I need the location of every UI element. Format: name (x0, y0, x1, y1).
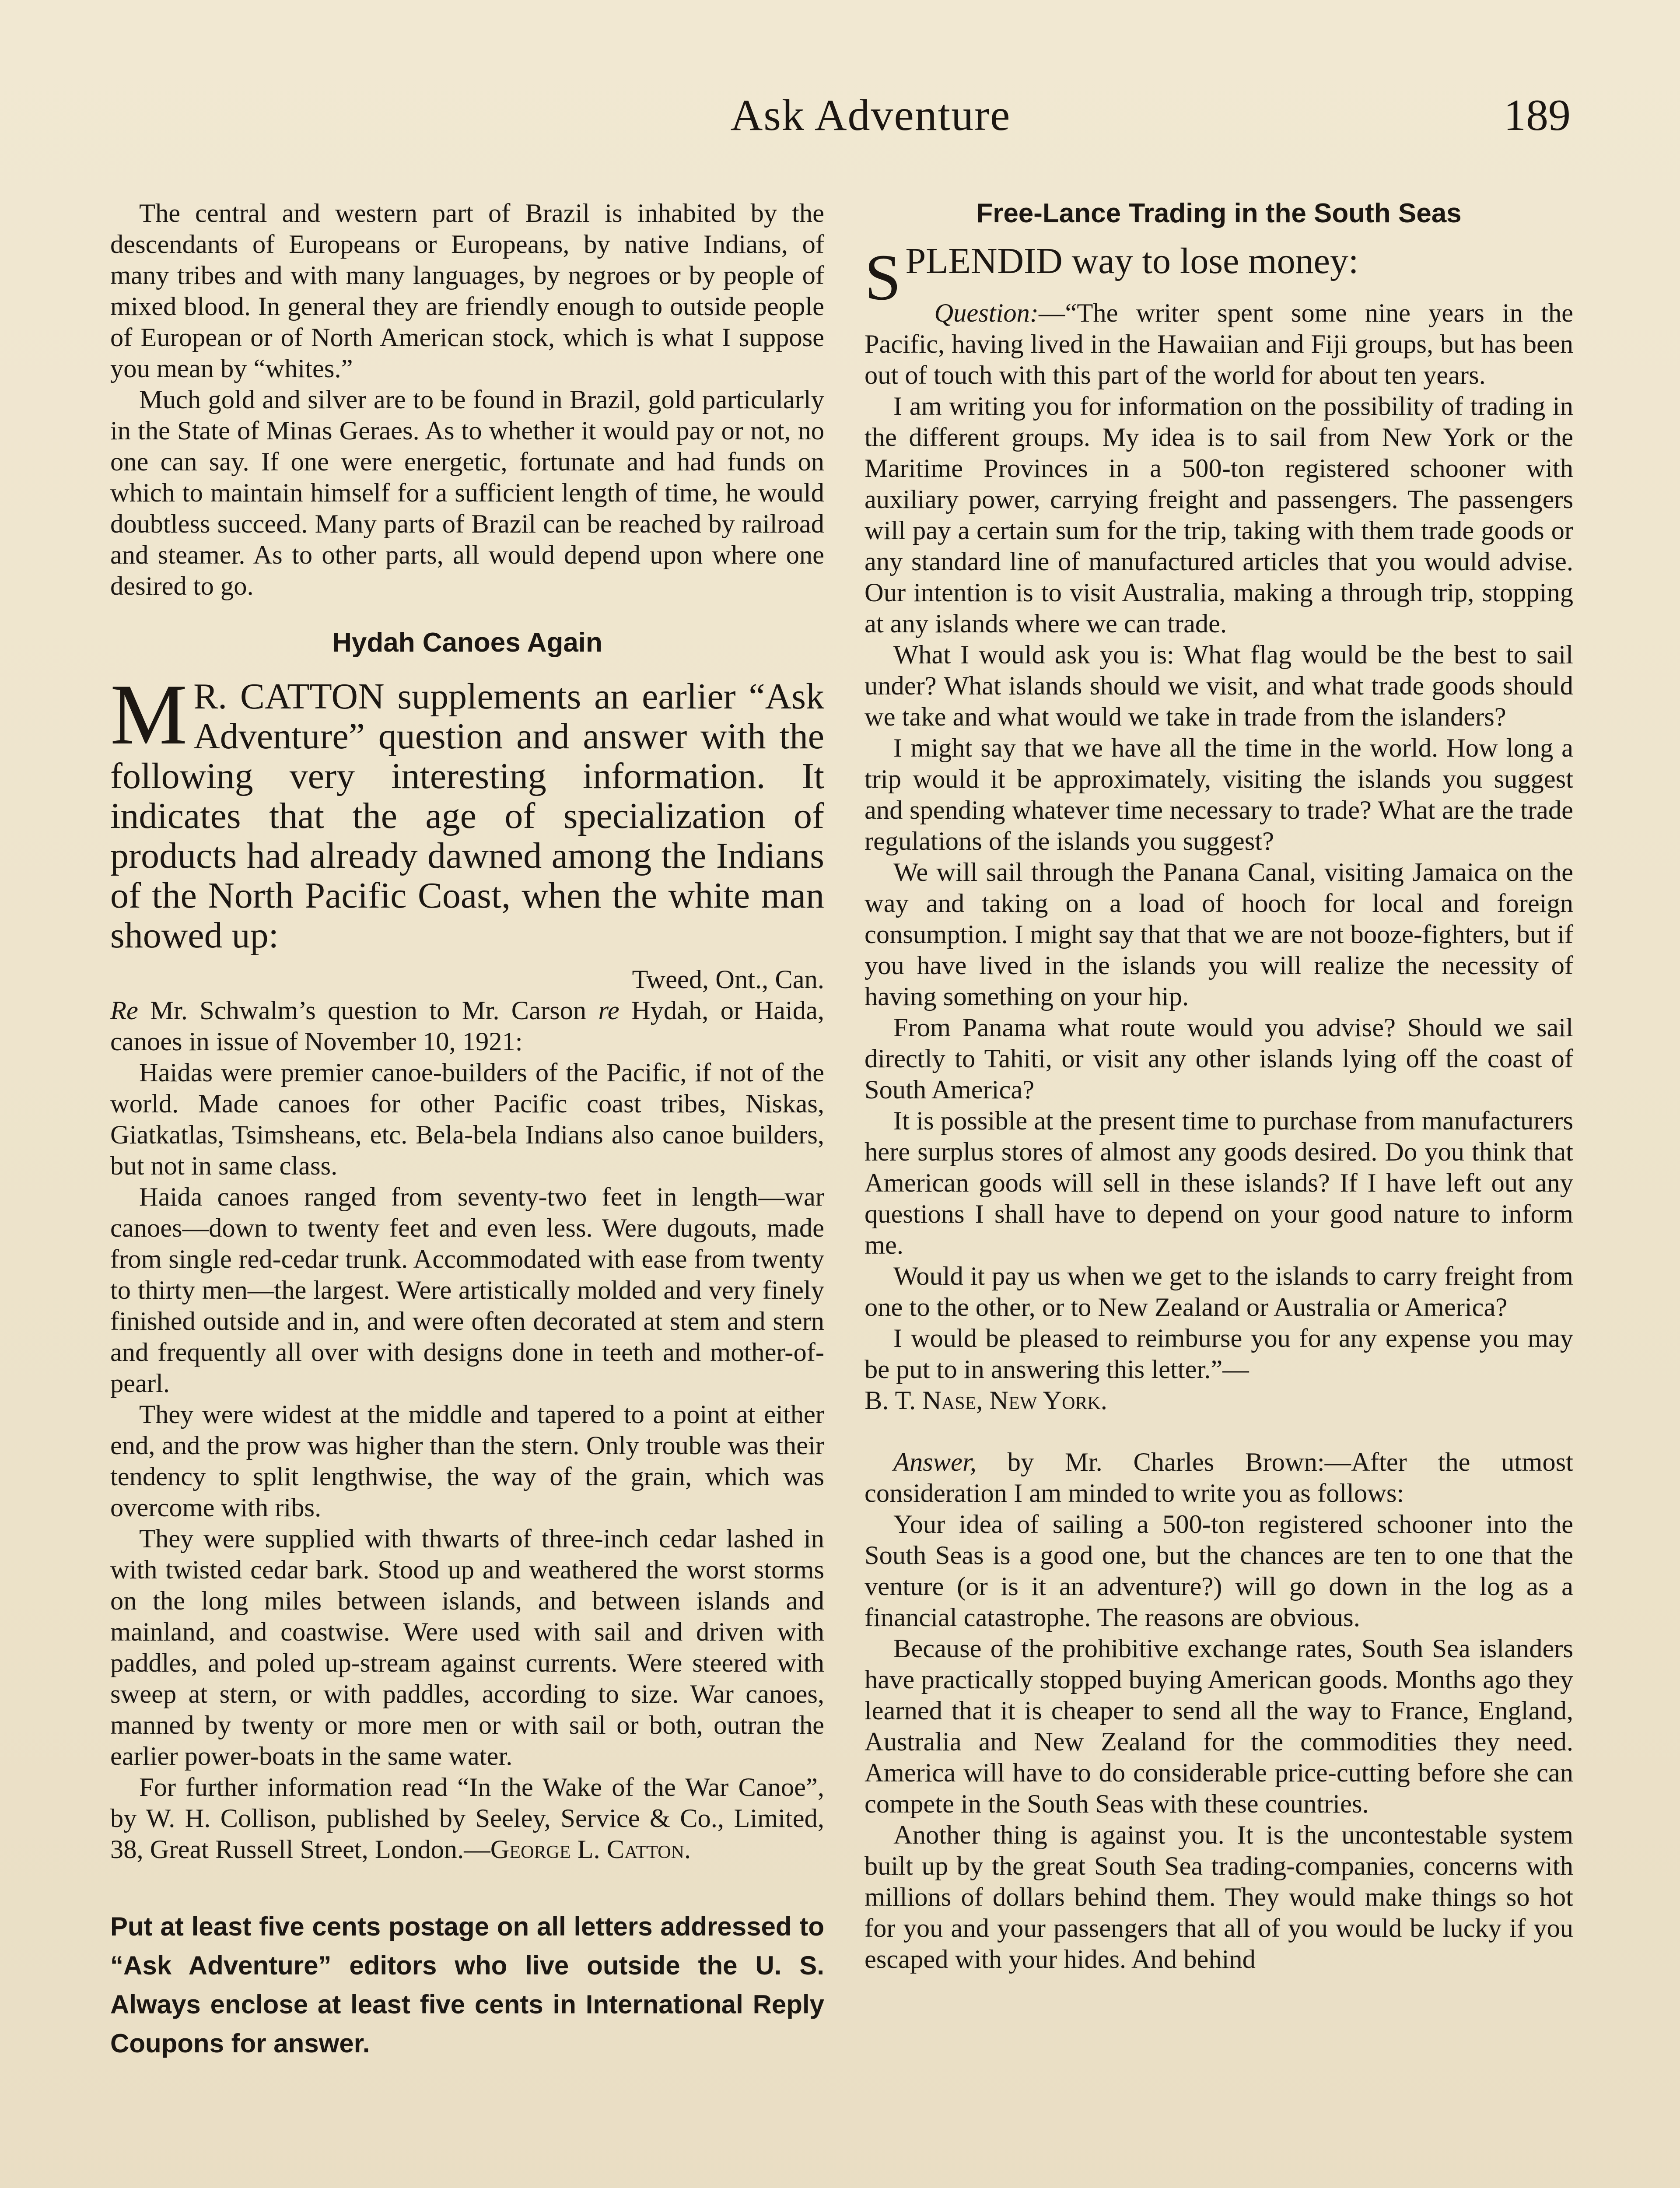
signature: B. T. Nase, New York. (864, 1386, 1107, 1415)
paragraph: It is possible at the present time to purchase from manufacturers here surplus stores of almost any goods desired. Do you think that American goods will sell in these islands? If I have left out any questions I shall have to depend on your good nature to inform me. (864, 1106, 1573, 1260)
paragraph (864, 1447, 1573, 1509)
paragraph: They were supplied with thwarts of three-inch cedar lashed in with twisted cedar bark. Stood up and weathered the worst storms on the long miles between islands, and between islands and mainland, and coastwise. Were used with sail and driven with paddles, and poled up-stream against currents. Were steered with sweep at stern, or with paddles, according to size. War canoes, manned by twenty or more men or with sail or both, outran the earlier power-boats in the same water. (110, 1524, 824, 1771)
paragraph-text: by Mr. Charles Brown:—After the utmost consideration I am minded to write you as follows: (864, 1448, 1573, 1508)
paragraph (864, 298, 1573, 391)
paragraph: Would it pay us when we get to the islands to carry freight from one to the other, or to New Zealand or Australia or America? (864, 1262, 1573, 1322)
question-label: Question: (934, 298, 1039, 328)
re-label: Re (110, 996, 138, 1025)
re-label: re (598, 996, 620, 1025)
drop-cap: S (864, 241, 901, 314)
paragraph: Haidas were premier canoe-builders of the Pacific, if not of the world. Made canoes for other Pacific coast tribes, Niskas, Giatkatlas, Tsimsheans, etc. Bela-bela Indians also canoe builders, but not in same class. (110, 1058, 824, 1181)
paragraph (110, 1772, 824, 1865)
paragraph-text: Mr. Schwalm’s question to Mr. Carson (138, 996, 598, 1025)
answer-label: Answer, (893, 1448, 976, 1477)
running-head: Ask Adventure (730, 91, 1011, 140)
intro-text: PLENDID way to lose money: (905, 241, 1359, 281)
drop-cap: M (110, 666, 188, 762)
intro-text: R. CATTON supplements an earlier “Ask Adventure” question and answer with the following very interesting information. It indicates that the age of specialization of products had already dawned among the Indians of the North Pacific Coast, when the white man showed up: (110, 676, 824, 956)
paragraph: We will sail through the Panana Canal, visiting Jamaica on the way and taking on a load of hooch for local and foreign consumption. I might say that that we are not booze-fighters, but if you have lived in the islands you will realize the necessity of having something on your hip. (864, 858, 1573, 1011)
signature: George L. Catton. (490, 1835, 691, 1864)
paragraph-text: Hydah, or Haida, canoes in issue of November 10, 1921: (110, 996, 824, 1056)
spacer (864, 1416, 1573, 1447)
left-column (110, 198, 824, 2063)
paragraph: From Panama what route would you advise? Should we sail directly to Tahiti, or visit any other islands lying off the coast of South America? (864, 1013, 1573, 1105)
paragraph-text: For further information read “In the Wake of the War Canoe”, by W. H. Collison, published by Seeley, Service & Co., Limited, 38, Great Russell Street, London.— (110, 1773, 824, 1864)
paragraph: I might say that we have all the time in the world. How long a trip would it be approximately, visiting the islands you suggest and spending whatever time necessary to trade? What are the trade regulations of the islands you suggest? (864, 733, 1573, 856)
paragraph: I am writing you for information on the possibility of trading in the different groups. My idea is to sail from New York or the Maritime Provinces in a 500-ton registered schooner with auxiliary power, carrying freight and passengers. The passengers will pay a certain sum for the trip, taking with them trade goods or any standard line of manufactured articles that you would advise. Our intention is to visit Australia, making a through trip, stopping at any islands where we can trade. (864, 392, 1573, 638)
section-heading: Hydah Canoes Again (332, 628, 602, 658)
intro-paragraph (110, 666, 824, 956)
paragraph-text: —“The writer spent some nine years in the Pacific, having lived in the Hawaiian and Fiji groups, but has been out of touch with this part of the world for about ten years. (864, 298, 1573, 390)
paragraph: Because of the prohibitive exchange rates, South Sea islanders have practically stopped buying American goods. Months ago they learned that it is cheaper to send all the way to France, England, Australia and New Zealand for the commodities they need. America will have to do considerable price-cutting before she can compete in the South Seas with these countries. (864, 1634, 1573, 1819)
paragraph (110, 995, 824, 1057)
paragraph: Another thing is against you. It is the uncontestable system built up by the great South Sea trading-companies, concerns with millions of dollars behind them. They would make things so hot for you and your passengers that all of you would be lucky if you escaped with your hides. And behind (864, 1820, 1573, 1974)
postage-notice: Put at least five cents postage on all letters addressed to “Ask Adventure” editors who live outside the U. S. Always enclose at least five cents in International Reply Coupons for answer. (110, 1912, 824, 2058)
paragraph: Your idea of sailing a 500-ton registered schooner into the South Seas is a good one, but the chances are ten to one that the venture (or is it an adventure?) will go down in the log as a financial catastrophe. The reasons are obvious. (864, 1510, 1573, 1632)
section-heading: Free-Lance Trading in the South Seas (976, 198, 1462, 228)
paragraph: They were widest at the middle and tapered to a point at either end, and the prow was higher than the stern. Only trouble was their tendency to split lengthwise, the way of the grain, which was overcome with ribs. (110, 1400, 824, 1522)
page-number: 189 (1504, 91, 1571, 140)
letter-place: Tweed, Ont., Can. (632, 965, 824, 994)
paragraph: The central and western part of Brazil is inhabited by the descendants of Europeans or Europeans, by native Indians, of many tribes and with many languages, by negroes or by people of mixed blood. In general they are friendly enough to outside people of European or of North American stock, which is what I suppose you mean by “whites.” (110, 199, 824, 383)
paragraph (864, 1323, 1573, 1416)
right-column (864, 198, 1573, 1975)
paragraph: Much gold and silver are to be found in Brazil, gold particularly in the State of Minas Geraes. As to whether it would pay or not, no one can say. If one were energetic, fortunate and had funds on which to maintain himself for a sufficient length of time, he would doubtless succeed. Many parts of Brazil can be reached by railroad and steamer. As to other parts, all would depend upon where one desired to go. (110, 385, 824, 601)
paragraph-text: I would be pleased to reimburse you for any expense you may be put to in answering this letter.”— (864, 1324, 1573, 1384)
paragraph: Haida canoes ranged from seventy-two feet in length—war canoes—down to twenty feet and even less. Were dugouts, made from single red-cedar trunk. Accommodated with ease from twenty to thirty men—the largest. Were artistically molded and very finely finished outside and in, and were often decorated at stem and stern and frequently all over with designs done in teeth and mother-of-pearl. (110, 1182, 824, 1398)
paragraph: What I would ask you is: What flag would be the best to sail under? What islands should we visit, and what trade goods should we take and what would we take in trade from the islanders? (864, 640, 1573, 732)
